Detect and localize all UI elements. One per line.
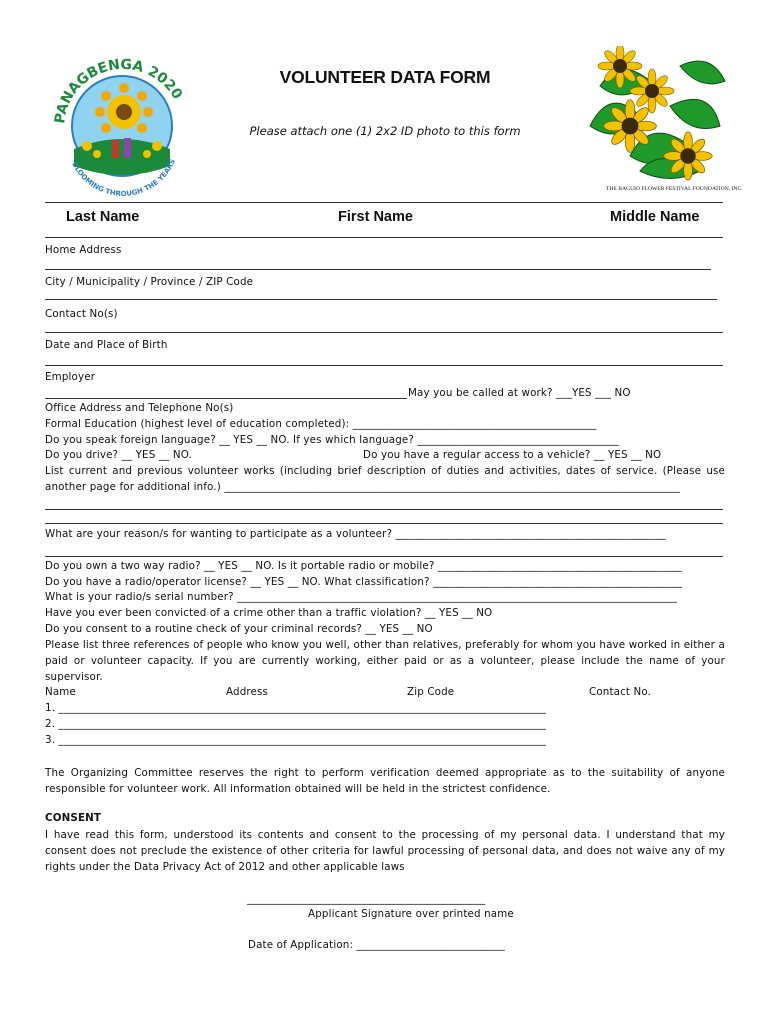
disclaimer-text: The Organizing Committee reserves the right to perform verification deemed appropriate as to the suitability of anyone responsible for volunteer work. All information obtained will be held in the strictest confidence.: [45, 767, 725, 795]
last-name-header: Last Name: [66, 209, 140, 225]
consent-title: CONSENT: [45, 812, 102, 824]
signature-field[interactable]: _____________________________________________: [247, 893, 486, 905]
home-address-field[interactable]: [45, 268, 711, 270]
city-field[interactable]: [45, 298, 717, 300]
volunteer-works-field-2[interactable]: [45, 522, 723, 524]
consent-text: I have read this form, understood its contents and consent to the processing of my personal data. I understand that my consent does not preclude the existence of other criteria for lawful processing of personal data, and does not waive any of my rights under the Data Privacy Act of 2012 and other applicable laws: [45, 829, 725, 873]
contact-label: Contact No(s): [45, 308, 118, 320]
employer-field[interactable]: [45, 397, 407, 399]
ref-row-3[interactable]: 3. ____________________________________________________________________________________________: [45, 734, 547, 746]
convicted-line[interactable]: Have you ever been convicted of a crime other than a traffic violation? __ YES __ NO: [45, 607, 493, 619]
references-instructions: Please list three references of people who know you well, other than relatives, preferably for whom you have worked in either a paid or volunteer capacity. If you are currently working, either paid or as a volunteer, please include the name of your supervisor.: [45, 639, 725, 683]
city-label: City / Municipality / Province / ZIP Code: [45, 276, 254, 288]
birth-field[interactable]: [45, 364, 723, 366]
top-rule: [45, 201, 723, 203]
first-name-header: First Name: [338, 209, 413, 225]
home-address-label: Home Address: [45, 244, 122, 256]
called-at-work[interactable]: May you be called at work? ___YES ___ NO: [408, 387, 631, 399]
logo-top-text: PANAGBENGA 2020: [52, 56, 186, 125]
reasons-field[interactable]: [45, 555, 723, 557]
contact-field[interactable]: [45, 331, 723, 333]
license-line[interactable]: Do you have a radio/operator license? __ YES __ NO. What classification? _______________________________________________: [45, 576, 683, 588]
form-subtitle: Please attach one (1) 2x2 ID photo to this form: [249, 124, 521, 138]
ref-row-1[interactable]: 1. ____________________________________________________________________________________________: [45, 702, 547, 714]
consent-check-line[interactable]: Do you consent to a routine check of your criminal records? __ YES __ NO: [45, 623, 433, 635]
ref-row-2[interactable]: 2. ____________________________________________________________________________________________: [45, 718, 547, 730]
foundation-name: THE BAGUIO FLOWER FESTIVAL FOUNDATION, INC.: [606, 186, 743, 192]
drive-line[interactable]: Do you drive? __ YES __ NO.: [45, 449, 192, 461]
form-title: VOLUNTEER DATA FORM: [279, 67, 491, 87]
serial-line[interactable]: What is your radio/s serial number? ___________________________________________________________________________________: [45, 591, 677, 603]
office-label: Office Address and Telephone No(s): [45, 402, 234, 414]
ref-header-address: Address: [226, 686, 269, 698]
radio-line[interactable]: Do you own a two way radio? __ YES __ NO. Is it portable radio or mobile? ______________________________________________: [45, 560, 682, 572]
ref-header-zip: Zip Code: [407, 686, 455, 698]
signature-label: Applicant Signature over printed name: [308, 908, 514, 920]
education-line[interactable]: Formal Education (highest level of education completed): ______________________________________________: [45, 418, 597, 430]
volunteer-works-line[interactable]: List current and previous volunteer works (including brief description of duties and activities, dates of service. (Please use another page for additional info.) ______________________________________________________________________________________: [45, 465, 725, 493]
volunteer-works-field-1[interactable]: [45, 508, 723, 510]
ref-header-name: Name: [45, 686, 76, 698]
logo-bottom-text: BLOOMING THROUGH THE YEARS: [70, 157, 178, 196]
ref-header-contact: Contact No.: [589, 686, 652, 698]
middle-name-header: Middle Name: [610, 209, 700, 225]
birth-label: Date and Place of Birth: [45, 339, 168, 351]
name-field-line[interactable]: [45, 236, 723, 238]
vehicle-line[interactable]: Do you have a regular access to a vehicle? __ YES __ NO: [363, 449, 662, 461]
date-of-application-field[interactable]: Date of Application: ____________________________: [248, 939, 505, 951]
foreign-language-line[interactable]: Do you speak foreign language? __ YES __ NO. If yes which language? ______________________________________: [45, 434, 619, 446]
reasons-line[interactable]: What are your reason/s for wanting to participate as a volunteer? ___________________________________________________: [45, 528, 666, 540]
employer-label: Employer: [45, 371, 96, 383]
